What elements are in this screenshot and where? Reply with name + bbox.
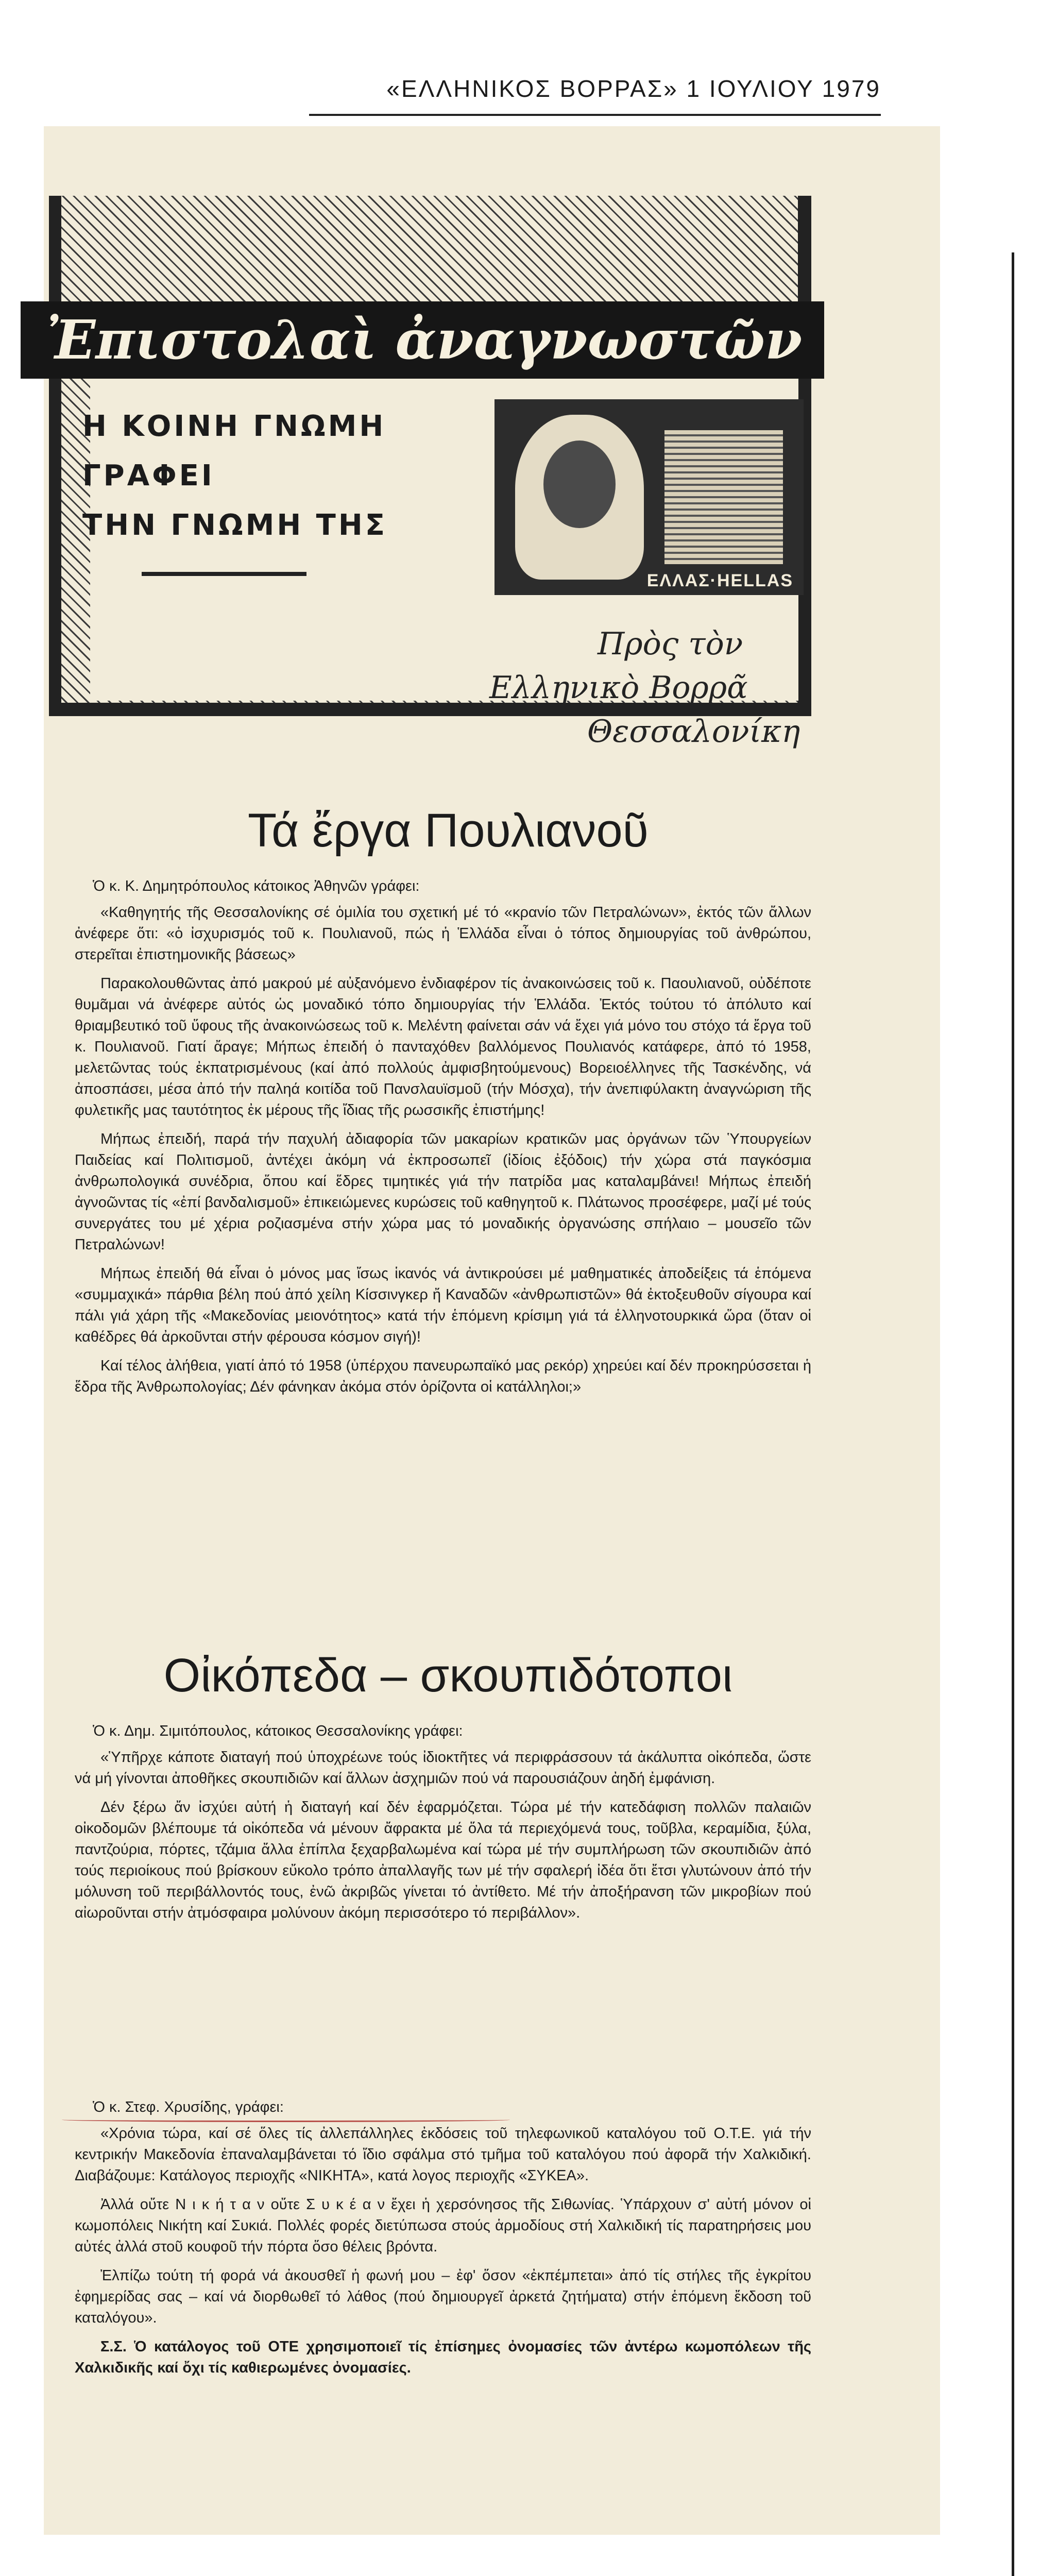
- article-title: Οἰκόπεδα – σκουπιδότοποι: [163, 1649, 733, 1702]
- paragraph: Μήπως ἐπειδή, παρά τήν παχυλή ἀδιαφορία τῶν μακαρίων κρατικῶν μας ὀργάνων τῶν Ὑπουργείων Παιδείας καί Πολιτισμοῦ, ἀντέχει ἀκόμη νά ἐκπροσωπεῖ (ἰδίοις ἐξόδοις) τήν χώρα στά παγκόσμια ἀνθρωπολογικά συνέδρια, ὅπου καί ἕδρες τιμητικές γιά τήν πατρίδα μας καταλαμβάνει! Μήπως ἐπειδή ἀγνοῶντας τίς «ἐπί βανδαλισμοῦ» ἐπικειώμενες κυρώσεις τοῦ καθηγητοῦ κ. Πλάτωνος προσέφερε, μαζί μέ τούς συνεργάτες του μέ χέρια ροζιασμένα στήν χώρα μας τό μοναδικής ὀργανώσης σπήλαιο – μουσεῖο τῶν Πετραλώνων!: [75, 1131, 811, 1253]
- paragraph: «Καθηγητής τῆς Θεσσαλονίκης σέ ὁμιλία του σχετική μέ τό «κρανίο τῶν Πετραλώνων», ἐκτός τῶν ἄλλων ἀνέφερε ὅτι: «ὁ ἰσχυρισμός τοῦ κ. Πουλιανοῦ, πώς ἡ Ἑλλάδα εἶναι ὁ τόπος δημιουργίας τοῦ ἀνθρώπου, στερεῖται ἐπιστημονικῆς βάσεως»: [75, 904, 811, 963]
- masthead: «ΕΛΛΗΝΙΚΟΣ ΒΟΡΡΑΣ» 1 ΙΟΥΛΙΟΥ 1979: [309, 75, 881, 116]
- paragraph: Ἀλλά οὔτε Ν ι κ ή τ α ν οὔτε Σ υ κ έ α ν ἔχει ἡ χερσόνησος τῆς Σιθωνίας. Ὑπάρχουν σ' αὐτή μόνον οἱ κωμοπόλεις Νικήτη καί Συκιά. Πολλές φορές διετύπωσα στούς ἁρμοδίους στή Χαλκιδική τίς παρατηρήσεις μου αὐτές ἀλλά στοῦ κουφοῦ τήν πόρτα ὅσο θέλεις βρόντα.: [75, 2196, 811, 2255]
- article-body: [75, 1721, 811, 1931]
- stamp-text: ΕΛΛΑΣ·HELLAS: [646, 571, 793, 590]
- opinion-line: ΓΡΑΦΕΙ: [82, 459, 215, 493]
- handwritten-address-line: Θεσσαλονίκη: [587, 714, 800, 750]
- byline: Ὁ κ. Στεφ. Χρυσίδης, γράφει:: [93, 2099, 284, 2115]
- paragraph: Μήπως ἐπειδή θά εἶναι ὁ μόνος μας ἴσως ἱκανός νά ἀντικρούσει μέ μαθηματικές ἀποδείξεις τά ἑπόμενα «συμμαχικά» πάρθια βέλη πού ἀπό χείλη Κίσσινγκερ ἤ Καναδῶν «ἀνθρωπιστῶν» θά ἐκτοξευθοῦν σίγουρα καί πάλι γιά χάρη τῆς «Μακεδονίας μειονότητος» κατά τήν ἑπόμενη κρίσιμη γιά τά ἑλληνοτουρκικά ὥρα (ὅταν οἱ καθέδρες θά ἀρκοῦνται στήν φέρουσα κόσμον σιγή)!: [75, 1265, 811, 1345]
- article-title: Τά ἔργα Πουλιανοῦ: [248, 804, 649, 857]
- opinion-line: Η ΚΟΙΝΗ ΓΝΩΜΗ: [82, 410, 386, 443]
- postage-stamp: [495, 399, 804, 595]
- opinion-heading: [82, 402, 387, 550]
- opinion-line: ΤΗΝ ΓΝΩΜΗ ΤΗΣ: [82, 509, 387, 542]
- handwritten-address-line: Ελληνικὸ Βορρᾶ: [489, 670, 748, 706]
- page-border-line: [1012, 252, 1014, 2576]
- paragraph: Δέν ξέρω ἄν ἰσχύει αὐτή ἡ διαταγή καί δέν ἐφαρμόζεται. Τώρα μέ τήν κατεδάφιση πολλῶν παλαιῶν οἰκοδομῶν βλέπουμε τά οἰκόπεδα νά μένουν ἄφρακτα μέ ὅλα τά περιεχόμενά τους, τοῦβλα, κεραμίδια, ξύλα, παντζούρια, πόρτες, τζάμια ἄλλα ἐπίπλα ξεχαρβαλωμένα καί τώρα μέ τήν συμπλήρωση τῶν σκουπιδιῶν ἀπό τούς περιοίκους πού βρίσκουν εὔκολο τρόπο ἀπαλλαγῆς των μέ τήν σφαλερή ἰδέα ὅτι ἔτσι γλυτώνουν ἀπό τήν μόλυνση τοῦ περιβάλλοντός τους, ἐνῶ ἀκριβῶς γίνεται τό ἀντίθετο. Μέ τήν ἀποξήρανση τῶν μικροβίων πού αἰωροῦνται στήν ἀτμόσφαιρα μολύνουν ἀκόμη περισσότερο τό περιβάλλον».: [75, 1799, 811, 1921]
- section-banner: Ἐπιστολαὶ ἀναγνωστῶν: [21, 301, 824, 379]
- byline: Ὁ κ. Κ. Δημητρόπουλος κάτοικος Ἀθηνῶν γράφει:: [93, 878, 420, 894]
- stamp-church: [664, 430, 783, 564]
- byline: Ὁ κ. Δημ. Σιμιτόπουλος, κάτοικος Θεσσαλονίκης γράφει:: [93, 1723, 463, 1739]
- paragraph: «Χρόνια τώρα, καί σέ ὅλες τίς ἀλλεπάλληλες ἐκδόσεις τοῦ τηλεφωνικοῦ καταλόγου τοῦ Ο.Τ.Ε. γιά τήν κεντρικήν Μακεδονία ἐπαναλαμβάνεται τό ἴδιο σφάλμα στό τμῆμα τοῦ καταλόγου πού ἀφορᾶ τήν Χαλκιδική. Διαβάζουμε: Κατάλογος περιοχῆς «ΝΙΚΗΤΑ», κατά λογος περιοχῆς «ΣΥΚΕΑ».: [75, 2125, 811, 2184]
- article-body: [75, 876, 811, 1405]
- article-body: [75, 2097, 811, 2386]
- paragraph: «Ὑπῆρχε κάποτε διαταγή πού ὑποχρέωνε τούς ἰδιοκτῆτες νά περιφράσσουν τά ἀκάλυπτα οἰκόπεδα, ὥστε νά μή γίνονται ἀποθῆκες σκουπιδιῶν καί ἄλλων ἀσχημιῶν πού νά παρουσιάζουν ἀηδή ἐμφάνιση.: [75, 1749, 811, 1787]
- paragraph: Ἐλπίζω τούτη τή φορά νά ἀκουσθεῖ ἡ φωνή μου – ἐφ' ὅσον «ἐκπέμπεται» ἀπό τίς στήλες τῆς ἐγκρίτου ἐφημερίδας σας – καί νά διορθωθεῖ τό λάθος (πού δημιουργεῖ ἀρκετά ζητήματα) στήν ἑπόμενη ἔκδοση τοῦ καταλόγου».: [75, 2267, 811, 2326]
- paragraph: Καί τέλος ἀλήθεια, γιατί ἀπό τό 1958 (ὑπέρχου πανευρωπαϊκό μας ρεκόρ) χηρεύει καί δέν προκηρύσσεται ἡ ἕδρα τῆς Ἀνθρωπολογίας; Δέν φάνηκαν ἀκόμα στόν ὁρίζοντα οἱ κατάλληλοι;»: [75, 1358, 811, 1395]
- handwritten-address-line: Πρὸς τὸν: [598, 626, 743, 662]
- editor-note: Σ.Σ. Ὁ κατάλογος τοῦ ΟΤΕ χρησιμοποιεῖ τίς ἐπίσημες ὀνομασίες τῶν ἀντέρω κωμοπόλεων τῆς Χαλκιδικῆς καί ὄχι τίς καθιερωμένες ὀνομασίες.: [75, 2338, 811, 2376]
- opinion-rule: [142, 572, 306, 576]
- paragraph: Παρακολουθῶντας ἀπό μακρού μέ αὐξανόμενο ἐνδιαφέρον τίς ἀνακοινώσεις τοῦ κ. Παουλιανοῦ, οὐδέποτε θυμᾶμαι νά ἀνέφερε αὐτός ὡς μοναδικό τόπο δημιουργίας τήν Ἑλλάδα. Ἐκτός τούτου τό ἀπόλυτο καί θριαμβευτικό τοῦ ὕφους τῆς ἀνακοινώσεως τοῦ κ. Μελέντη φαίνεται σάν νά ἔχει γιά μόνο του στόχο τά ἔργα τοῦ κ. Πουλιανοῦ. Γιατί ἄραγε; Μήπως ἐπειδή ὁ πανταχόθεν βαλλόμενος Πουλιανός κατάφερε, ἀπό τό 1958, μελετῶντας τούς ἐκπατρισμένους (καί ἀπό πολλούς ἀμφισβητούμενους) Βορειοέλληνες τῆς Τασκένδης, νά ἀποσπάσει, μέσα ἀπό τήν παληά κοιτίδα τοῦ Πανσλαυϊσμοῦ (τήν Μόσχα), τήν ἀνεπιφύλακτη ἀναγνώριση τῆς φυλετικῆς μας ταυτότητος ἐκ μέρους τῆς ἴδιας τῆς ρωσσικῆς ἐπιστήμης!: [75, 975, 811, 1118]
- pen-underline: [62, 2117, 510, 2122]
- stamp-face: [543, 440, 616, 528]
